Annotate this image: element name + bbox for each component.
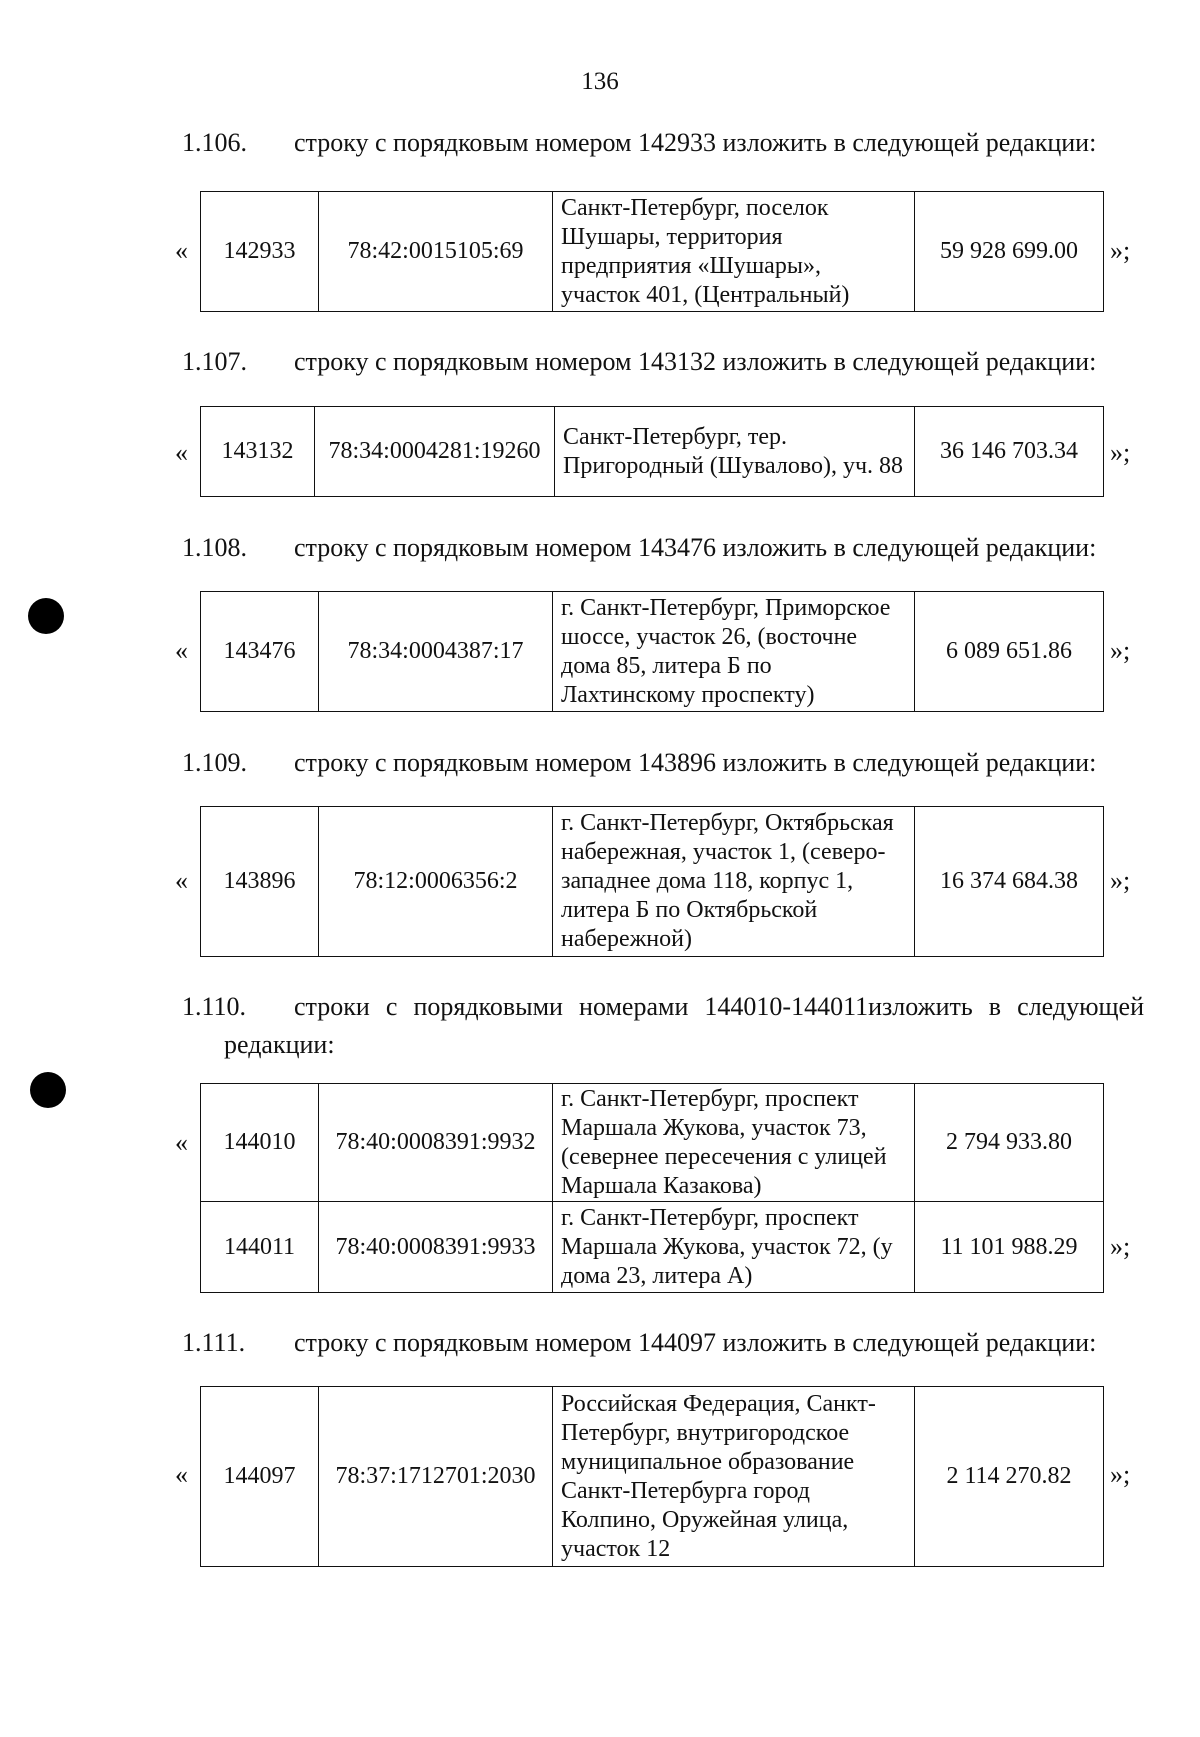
cadastral-number: 78:34:0004281:19260 bbox=[315, 407, 555, 497]
row-number: 143476 bbox=[201, 592, 319, 712]
item-text: строку с порядковым номером 143132 изложить в следующей редакции: bbox=[294, 347, 1097, 376]
opening-quote: « bbox=[175, 636, 188, 665]
cadastral-number: 78:37:1712701:2030 bbox=[319, 1387, 553, 1567]
entry-table-1-111 bbox=[200, 1386, 1104, 1567]
entry-table-1-106 bbox=[200, 191, 1104, 312]
closing-quote: »; bbox=[1110, 1460, 1131, 1489]
closing-quote: »; bbox=[1110, 636, 1131, 665]
entry-table-1-109 bbox=[200, 806, 1104, 957]
entry-table-1-110 bbox=[200, 1083, 1104, 1293]
item-heading-1-107 bbox=[182, 343, 1144, 381]
item-number: 1.106. bbox=[182, 128, 247, 157]
item-text: строку с порядковым номером 143896 изложить в следующей редакции: bbox=[294, 748, 1097, 777]
opening-quote: « bbox=[175, 866, 188, 895]
margin-bullet bbox=[30, 1072, 66, 1108]
table-row bbox=[201, 407, 1104, 497]
table-row bbox=[201, 1387, 1104, 1567]
cadastral-value: 59 928 699.00 bbox=[915, 192, 1104, 312]
item-text: строку с порядковым номером 143476 изложить в следующей редакции: bbox=[294, 533, 1097, 562]
table-row bbox=[201, 1084, 1104, 1202]
row-number: 142933 bbox=[201, 192, 319, 312]
cadastral-value: 2 794 933.80 bbox=[915, 1084, 1104, 1202]
cadastral-number: 78:42:0015105:69 bbox=[319, 192, 553, 312]
opening-quote: « bbox=[175, 1128, 188, 1157]
cadastral-number: 78:40:0008391:9932 bbox=[319, 1084, 553, 1202]
item-text: строку с порядковым номером 144097 изложить в следующей редакции: bbox=[294, 1328, 1097, 1357]
item-heading-1-109 bbox=[182, 744, 1144, 782]
cadastral-value: 16 374 684.38 bbox=[915, 807, 1104, 957]
closing-quote: »; bbox=[1110, 1232, 1131, 1261]
entry-table-1-108 bbox=[200, 591, 1104, 712]
address: Санкт-Петербург, поселок Шушары, территория предприятия «Шушары», участок 401, (Центральный) bbox=[553, 192, 915, 312]
item-text-continuation: редакции: bbox=[224, 1030, 335, 1059]
row-number: 144097 bbox=[201, 1387, 319, 1567]
row-number: 144010 bbox=[201, 1084, 319, 1202]
item-text: строки с порядковыми номерами 144010-144011изложить в следующей bbox=[294, 992, 1144, 1021]
cadastral-value: 6 089 651.86 bbox=[915, 592, 1104, 712]
opening-quote: « bbox=[175, 236, 188, 265]
closing-quote: »; bbox=[1110, 866, 1131, 895]
item-heading-1-111 bbox=[182, 1324, 1144, 1362]
closing-quote: »; bbox=[1110, 438, 1131, 467]
item-heading-1-106 bbox=[182, 124, 1144, 162]
item-number: 1.107. bbox=[182, 347, 247, 376]
item-heading-1-108 bbox=[182, 529, 1144, 567]
cadastral-value: 36 146 703.34 bbox=[915, 407, 1104, 497]
address: г. Санкт-Петербург, проспект Маршала Жукова, участок 72, (у дома 23, литера А) bbox=[553, 1202, 915, 1293]
address: г. Санкт-Петербург, Приморское шоссе, участок 26, (восточне дома 85, литера Б по Лахтинскому проспекту) bbox=[553, 592, 915, 712]
opening-quote: « bbox=[175, 438, 188, 467]
item-number: 1.109. bbox=[182, 748, 247, 777]
item-number: 1.110. bbox=[182, 992, 247, 1021]
item-text: строку с порядковым номером 142933 изложить в следующей редакции: bbox=[294, 128, 1097, 157]
closing-quote: »; bbox=[1110, 236, 1131, 265]
item-number: 1.108. bbox=[182, 533, 247, 562]
item-number: 1.111. bbox=[182, 1328, 246, 1357]
address: Санкт-Петербург, тер. Пригородный (Шувалово), уч. 88 bbox=[555, 407, 915, 497]
cadastral-number: 78:12:0006356:2 bbox=[319, 807, 553, 957]
table-row bbox=[201, 192, 1104, 312]
item-heading-1-110 bbox=[182, 988, 1144, 1064]
row-number: 143896 bbox=[201, 807, 319, 957]
table-row bbox=[201, 1202, 1104, 1293]
table-row bbox=[201, 807, 1104, 957]
table-row bbox=[201, 592, 1104, 712]
address: Российская Федерация, Санкт-Петербург, внутригородское муниципальное образование Санкт-Петербурга город Колпино, Оружейная улица, участок 12 bbox=[553, 1387, 915, 1567]
margin-bullet bbox=[28, 598, 64, 634]
address: г. Санкт-Петербург, проспект Маршала Жукова, участок 73, (севернее пересечения с улицей Маршала Казакова) bbox=[553, 1084, 915, 1202]
cadastral-number: 78:40:0008391:9933 bbox=[319, 1202, 553, 1293]
row-number: 144011 bbox=[201, 1202, 319, 1293]
row-number: 143132 bbox=[201, 407, 315, 497]
address: г. Санкт-Петербург, Октябрьская набережная, участок 1, (северо-западнее дома 118, корпус 1, литера Б по Октябрьской набережной) bbox=[553, 807, 915, 957]
opening-quote: « bbox=[175, 1460, 188, 1489]
entry-table-1-107 bbox=[200, 406, 1104, 497]
cadastral-value: 2 114 270.82 bbox=[915, 1387, 1104, 1567]
cadastral-number: 78:34:0004387:17 bbox=[319, 592, 553, 712]
page-number: 136 bbox=[581, 68, 619, 95]
cadastral-value: 11 101 988.29 bbox=[915, 1202, 1104, 1293]
